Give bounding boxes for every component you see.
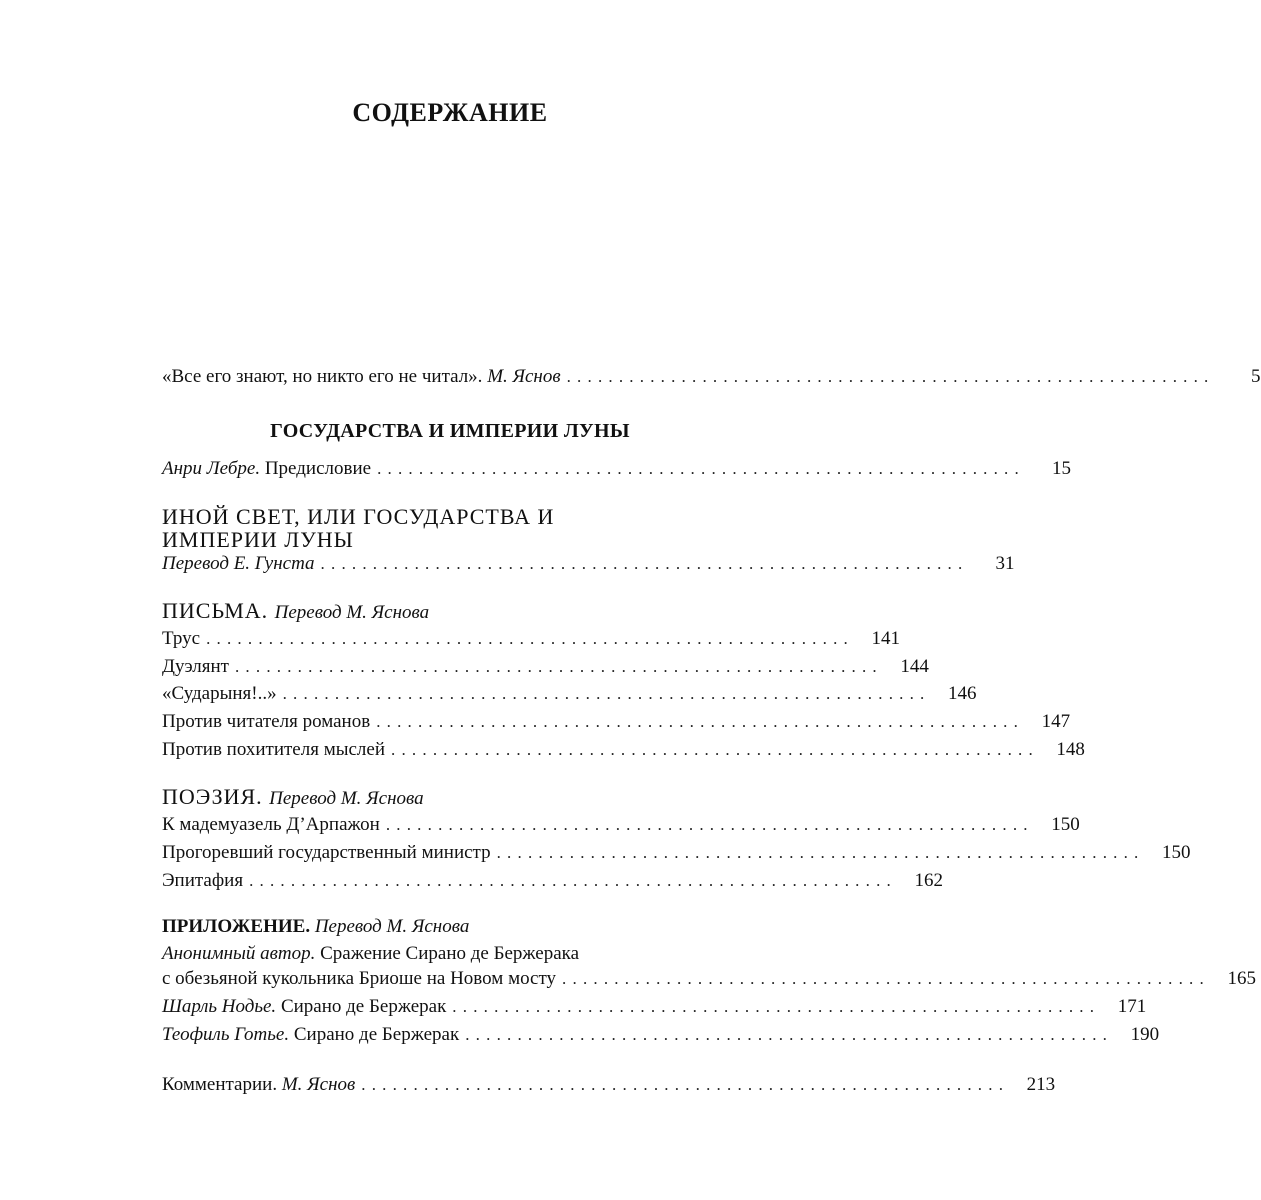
entry-title: Сражение Сирано де Бержерака xyxy=(320,943,580,964)
appendix-heading-text: ПРИЛОЖЕНИЕ. xyxy=(162,916,311,937)
toc-entry xyxy=(162,868,943,894)
page-number: 15 xyxy=(1051,458,1071,479)
toc-entry xyxy=(162,654,929,680)
page-number: 31 xyxy=(995,553,1015,574)
dot-leader: .............................................................. xyxy=(391,740,1039,759)
dot-leader: .............................................................. xyxy=(320,554,969,573)
poetry-translator: Перевод М. Яснова xyxy=(269,788,424,809)
page-number: 171 xyxy=(1117,996,1147,1017)
dot-leader: .............................................................. xyxy=(361,1075,1010,1094)
toc-entry xyxy=(162,994,1147,1020)
page-number: 141 xyxy=(871,628,900,649)
toc-entry xyxy=(162,737,1085,763)
entry-author: Теофиль Готье. xyxy=(162,1024,290,1045)
dot-leader: .............................................................. xyxy=(566,367,1215,386)
dot-leader: .............................................................. xyxy=(376,712,1025,731)
page-number: 213 xyxy=(1026,1074,1056,1095)
page-number: 150 xyxy=(1162,842,1191,863)
page-number: 5 xyxy=(1251,366,1261,387)
entry-title: Комментарии. xyxy=(162,1074,278,1095)
entry-author: Анонимный автор. xyxy=(162,943,316,964)
dot-leader: .............................................................. xyxy=(206,629,854,648)
entry-title: «Сударыня!..» xyxy=(162,683,277,704)
page-number: 148 xyxy=(1056,739,1085,760)
entry-title: К мадемуазель Д’Арпажон xyxy=(162,814,380,835)
entry-title: Предисловие xyxy=(264,458,372,479)
entry-title: Перевод Е. Гунста xyxy=(162,553,315,574)
toc-entry xyxy=(162,626,900,652)
dot-leader: .............................................................. xyxy=(562,969,1210,988)
poetry-heading xyxy=(162,784,424,812)
appendix-translator: Перевод М. Яснова xyxy=(314,916,470,937)
dot-leader: .............................................................. xyxy=(496,843,1145,862)
toc-entry-intro xyxy=(162,364,1261,390)
letters-heading xyxy=(162,598,429,626)
entry-title: Дуэлянт xyxy=(162,656,229,677)
letters-translator: Перевод М. Яснова xyxy=(274,602,430,623)
toc-entry-translation xyxy=(162,551,1015,577)
toc-entry xyxy=(162,812,1080,838)
toc-entry-preface xyxy=(162,456,1071,482)
entry-title: «Все его знают, но никто его не читал». xyxy=(162,366,483,387)
entry-author: Шарль Нодье. xyxy=(162,996,277,1017)
toc-entry xyxy=(162,681,977,707)
toc-entry xyxy=(162,709,1071,735)
entry-author: Анри Лебре. xyxy=(162,458,261,479)
appendix-heading xyxy=(162,914,469,940)
toc-entry xyxy=(162,966,1256,992)
toc-entry xyxy=(162,840,1191,866)
part-heading-line2: ИМПЕРИИ ЛУНЫ xyxy=(162,527,354,552)
page-number: 162 xyxy=(914,870,943,891)
poetry-heading-text: ПОЭЗИЯ. xyxy=(162,784,263,809)
entry-title: Против похитителя мыслей xyxy=(162,739,386,760)
toc-entry-line1 xyxy=(162,941,579,967)
dot-leader: .............................................................. xyxy=(465,1025,1114,1044)
page-number: 150 xyxy=(1051,814,1080,835)
letters-heading-text: ПИСЬМА. xyxy=(162,598,269,623)
page-title: СОДЕРЖАНИЕ xyxy=(352,98,548,127)
entry-author: М. Яснов xyxy=(487,366,561,387)
entry-title: Против читателя романов xyxy=(162,711,371,732)
dot-leader: .............................................................. xyxy=(282,684,931,703)
section-title: ГОСУДАРСТВА И ИМПЕРИИ ЛУНЫ xyxy=(270,420,630,442)
dot-leader: .............................................................. xyxy=(234,657,883,676)
page-number: 165 xyxy=(1227,968,1256,989)
entry-title: Прогоревший государственный министр xyxy=(162,842,491,863)
toc-entry xyxy=(162,1022,1160,1048)
dot-leader: .............................................................. xyxy=(452,997,1101,1016)
entry-title: Сирано де Бержерак xyxy=(280,996,447,1017)
part-heading-line1: ИНОЙ СВЕТ, ИЛИ ГОСУДАРСТВА И xyxy=(162,504,555,529)
page-number: 146 xyxy=(948,683,977,704)
page-number: 147 xyxy=(1041,711,1071,732)
page-number: 190 xyxy=(1130,1024,1160,1045)
entry-author: М. Яснов xyxy=(281,1074,356,1095)
dot-leader: .............................................................. xyxy=(385,815,1034,834)
entry-title: Сирано де Бержерак xyxy=(293,1024,460,1045)
entry-title: Эпитафия xyxy=(162,870,244,891)
dot-leader: .............................................................. xyxy=(377,459,1025,478)
dot-leader: .............................................................. xyxy=(249,871,897,890)
page-number: 144 xyxy=(900,656,929,677)
toc-entry-comments xyxy=(162,1072,1056,1098)
entry-title-cont: с обезьяной кукольника Бриоше на Новом мосту xyxy=(162,968,557,989)
entry-title: Трус xyxy=(162,628,201,649)
